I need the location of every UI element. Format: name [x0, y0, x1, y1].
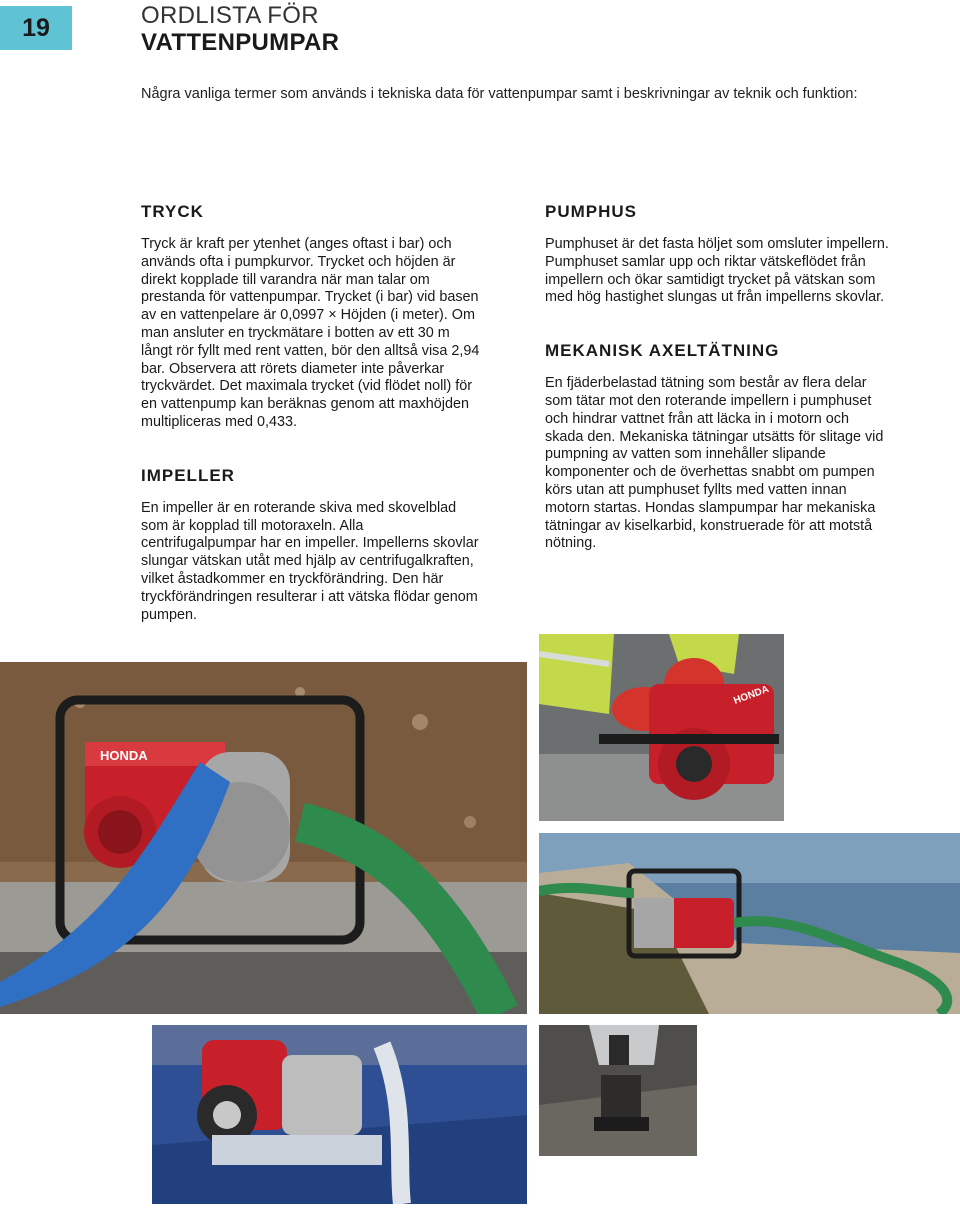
- photo-pump-concrete: [0, 662, 527, 1014]
- honda-logo-small: HONDA: [732, 683, 771, 707]
- page-number: 19: [0, 6, 72, 50]
- body-impeller: En impeller är en roterande skiva med skovelblad som är kopplad till motoraxeln. Alla centrifugalpumpar har en impeller. Impellerns skovlar slungar vätskan utåt med hjälp av centrifugalkraften, vilket åstadkommer en tryckförändring. Den här tryckförändringen resulterar i att vätska flödar genom pumpen.: [141, 499, 479, 623]
- honda-logo: HONDA: [100, 748, 148, 763]
- intro-text: Några vanliga termer som används i tekniska data för vattenpumpar samt i beskrivningar av teknik och funktion:: [141, 86, 858, 102]
- body-tryck: Tryck är kraft per ytenhet (anges oftast i bar) och används ofta i pumpkurvor. Trycket och höjden är direkt kopplade till varandra när man talar om prestanda för vattenpumpar. Trycket (i bar) vid basen av en vattenpelare är 0,0997 × Höjden (i meter). Om man ansluter en tryckmätare i botten av ett 30 m långt rör fyllt med rent vatten, bör den alltså visa 2,94 bar. Observera att rörets diameter inte påverkar tryckvärdet. Det maximala trycket (vid flödet noll) för en vattenpump kan beräknas genom att maxhöjden multipliceras med 0,433.: [141, 236, 480, 430]
- photo-hands-pump: [539, 634, 784, 821]
- heading-mekanisk-axeltatning: MEKANISK AXELTÄTNING: [545, 341, 780, 361]
- photo-mechanical-seal: [539, 1025, 697, 1156]
- heading-impeller: IMPELLER: [141, 465, 235, 485]
- heading-pumphus: PUMPHUS: [545, 202, 638, 221]
- page-title-line1: ORDLISTA FÖR: [141, 2, 319, 29]
- heading-tryck: TRYCK: [141, 202, 204, 221]
- page-title-line2: VATTENPUMPAR: [141, 29, 340, 56]
- right-column: [545, 202, 890, 587]
- left-column: [141, 202, 481, 658]
- body-mekanisk-axeltatning: En fjäderbelastad tätning som består av flera delar som tätar mot den roterande impellern i pumphuset och hindrar vattnet från att läcka in i motorn och skada den. Mekaniska tätningar utsätts för slitage vid pumpning av vatten som innehåller slipande komponenter och de överhettas snabbt om pumpen körs utan att pumphuset fyllts med vatten innan motorn startas. Hondas slampumpar har mekaniska tätningar av kiselkarbid, konstruerade för att motstå nötning.: [545, 375, 884, 552]
- photo-pump-lake: [539, 833, 960, 1014]
- photo-small-pump: [152, 1025, 527, 1204]
- body-pumphus: Pumphuset är det fasta höljet som omsluter impellern. Pumphuset samlar upp och riktar vätskeflödet från impellern och ökar samtidigt trycket på vätskan som med hög hastighet slungas ut från impellerns skovlar.: [545, 236, 889, 306]
